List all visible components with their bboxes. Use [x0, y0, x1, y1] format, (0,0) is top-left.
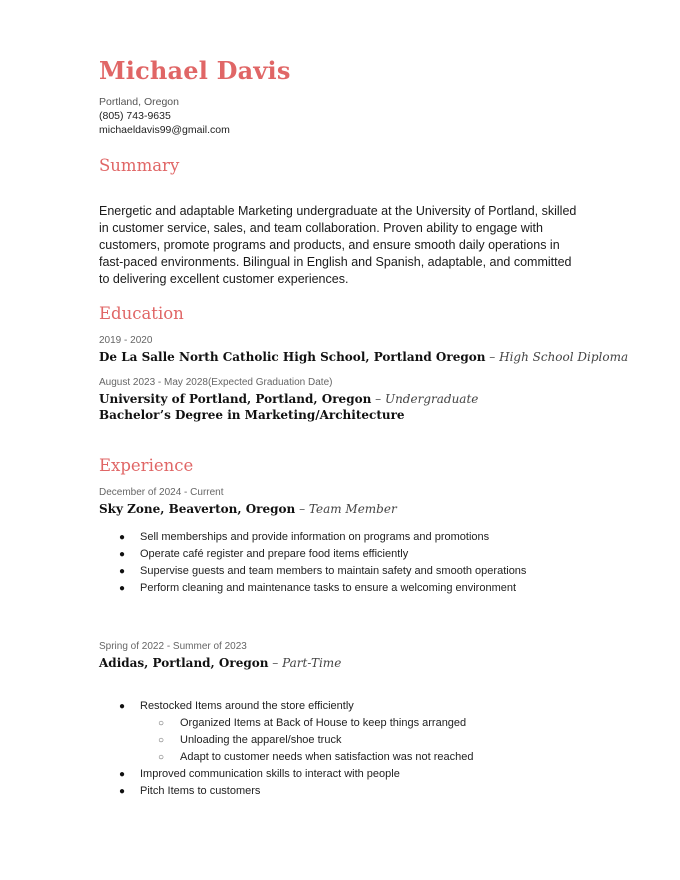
education-date: August 2023 - May 2028(Expected Graduation Date)	[99, 377, 333, 388]
bullet-icon: ●	[119, 532, 126, 543]
location: Portland, Oregon	[99, 96, 179, 108]
list-item: ● Pitch Items to customers	[0, 783, 474, 800]
company-name: Sky Zone, Beaverton, Oregon	[99, 502, 296, 516]
degree-name: Bachelor’s Degree in Marketing/Architecture	[99, 408, 405, 422]
list-item: ● Operate café register and prepare food items efficiently	[0, 546, 526, 563]
candidate-name: Michael Davis	[99, 56, 291, 85]
education-date: 2019 - 2020	[99, 335, 153, 346]
company-name: Adidas, Portland, Oregon	[99, 656, 269, 670]
list-item: ● Perform cleaning and maintenance tasks to ensure a welcoming environment	[0, 580, 526, 597]
sub-list-item: ○ Organized Items at Back of House to keep things arranged	[0, 715, 474, 732]
sub-list-item: ○ Unloading the apparel/shoe truck	[0, 732, 474, 749]
job-date: Spring of 2022 - Summer of 2023	[99, 641, 247, 652]
sub-list-item: ○ Adapt to customer needs when satisfaction was not reached	[0, 749, 474, 766]
job-role: Team Member	[308, 502, 397, 516]
job-title-line	[99, 656, 341, 670]
list-item: ● Improved communication skills to interact with people	[0, 766, 474, 783]
school-name: University of Portland, Portland, Oregon	[99, 392, 372, 406]
list-item: ● Sell memberships and provide information on programs and promotions	[0, 529, 526, 546]
summary-heading: Summary	[99, 156, 180, 175]
bullet-icon: ●	[119, 549, 126, 560]
email-address: michaeldavis99@gmail.com	[99, 124, 230, 136]
bullet-icon: ●	[119, 786, 126, 797]
sub-bullet-icon: ○	[158, 718, 165, 729]
bullet-icon: ●	[119, 583, 126, 594]
separator: –	[371, 392, 385, 406]
bullet-icon: ●	[119, 566, 126, 577]
bullet-icon: ●	[119, 769, 126, 780]
separator: –	[295, 502, 309, 516]
job-title-line	[99, 502, 397, 516]
summary-text: Energetic and adaptable Marketing undergraduate at the University of Portland, skilled in customer service, sales, and team collaboration. Proven ability to engage with customers, promote programs and products, and ensure smooth daily operations in fast-paced environments. Bilingual in English and Spanish, adaptable, and committed to delivering excellent customer experiences.	[99, 204, 577, 286]
separator: –	[485, 350, 500, 364]
sub-bullet-icon: ○	[158, 735, 165, 746]
bullet-icon: ●	[119, 701, 126, 712]
job-date: December of 2024 - Current	[99, 487, 224, 498]
credential: Undergraduate	[384, 392, 479, 406]
separator: –	[268, 656, 283, 670]
list-item: ● Supervise guests and team members to maintain safety and smooth operations	[0, 563, 526, 580]
education-entry	[99, 350, 628, 364]
job-bullet-list	[0, 529, 526, 597]
phone-number: (805) 743-9635	[99, 110, 171, 122]
education-entry	[99, 392, 478, 406]
education-heading: Education	[99, 304, 184, 323]
experience-heading: Experience	[99, 456, 194, 475]
sub-bullet-icon: ○	[158, 752, 165, 763]
job-role: Part-Time	[282, 656, 342, 670]
school-name: De La Salle North Catholic High School, Portland Oregon	[99, 350, 486, 364]
list-item: ● Restocked Items around the store efficiently	[0, 698, 474, 715]
credential: High School Diploma	[499, 350, 629, 364]
job-bullet-list	[0, 698, 474, 800]
